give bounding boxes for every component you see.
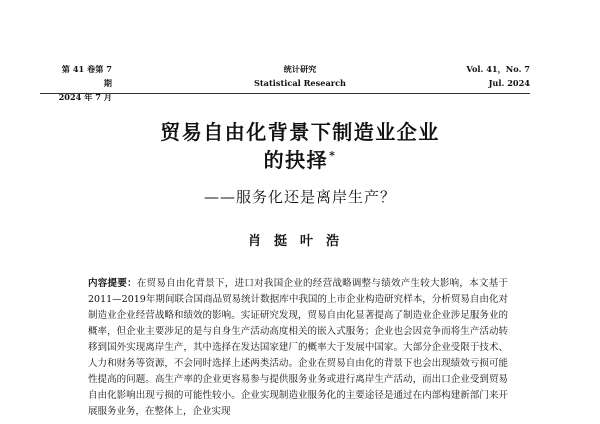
author-names: 肖挺叶浩: [247, 234, 352, 249]
header-divider: [40, 93, 530, 94]
title-line-2: [0, 146, 600, 174]
title-line-1: 贸易自由化背景下制造业企业: [160, 120, 440, 144]
journal-name-en: Statistical Research: [253, 78, 347, 88]
header-volume: Vol. 41，No. 7: [466, 64, 530, 74]
abstract: [88, 276, 508, 420]
title-footnote-mark: *: [329, 149, 337, 163]
article-title: [0, 118, 600, 174]
article-subtitle: ——服务化还是离岸生产？: [203, 188, 396, 206]
header-volume-info: [466, 62, 530, 90]
header-issue: 第 41 卷第 7 期: [61, 64, 112, 88]
abstract-text: 在贸易自由化背景下，进口对我国企业的经营战略调整与绩效产生较大影响，本文基于2011—2019年期间联合国商品贸易统计数据库中我国的上市企业构造研究样本，分析贸易自由化对制造业企业经营战略和绩效的影响。实证研究发现，贸易自由化显著提高了制造业企业涉足服务业的概率，但企业主要涉足的是与自身生产活动高度相关的嵌入式服务；企业也会因竞争而将生产活动转移到国外实现离岸生产，其中选择在发达国家建厂的概率大于发展中国家。大部分企业受限于技术、人力和财务等资源，不会同时选择上述两类活动。企业在贸易自由化的背景下也会出现绩效亏损可能性提高的问题。高生产率的企业更容易参与提供服务业务或进行离岸生产活动，而出口企业受到贸易自由化影响出现亏损的可能性较小。企业实现制造业服务化的主要途径是通过在内部构建新部门来开展服务业务，在整体上，企业实现: [88, 278, 508, 417]
header-date-en: Jul. 2024: [488, 78, 530, 88]
header-date-cn: 2024 年 7 月: [58, 92, 112, 102]
journal-name-cn: 统计研究: [283, 64, 317, 74]
title-line-2-text: 的抉择: [263, 148, 329, 172]
abstract-label: 内容提要：: [88, 278, 137, 289]
